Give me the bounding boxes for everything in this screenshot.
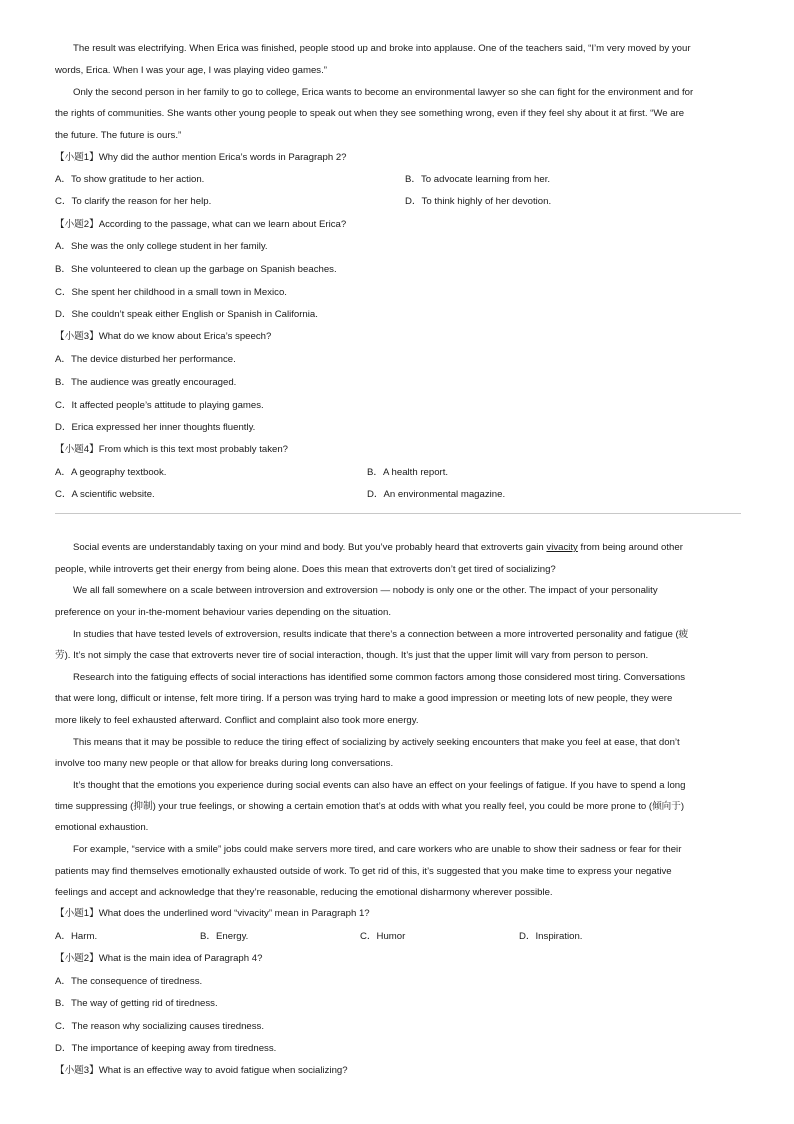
passage2-text-line: Research into the fatiguing effects of social interactions has identified some common factors among those considered most tiring. Conversations xyxy=(73,672,686,683)
option-b[interactable]: B．A health report. xyxy=(367,467,449,478)
passage1-text-line: the future. The future is ours.” xyxy=(55,130,182,141)
passage2-text-line: emotional exhaustion. xyxy=(55,822,149,833)
question-stem: 【小题2】According to the passage, what can we learn about Erica? xyxy=(55,219,347,230)
option-c[interactable]: C．To clarify the reason for her help. xyxy=(55,196,212,207)
passage2-text-line: more likely to feel exhausted afterward. Conflict and complaint also took more energy. xyxy=(55,715,419,726)
option-b[interactable]: B．The audience was greatly encouraged. xyxy=(55,377,237,388)
passage2-text-line: people, while introverts get their energy from being alone. Does this mean that extroverts don’t get tired of socializing? xyxy=(55,564,556,575)
option-a[interactable]: A．Harm. xyxy=(55,931,98,942)
passage2-text-line xyxy=(73,542,763,554)
text-segment: Social events are understandably taxing on your mind and body. But you’ve probably heard that extroverts gain xyxy=(73,542,547,553)
option-d[interactable]: D．Erica expressed her inner thoughts fluently. xyxy=(55,422,256,433)
option-d[interactable]: D．The importance of keeping away from tiredness. xyxy=(55,1043,277,1054)
passage2-text-line: preference on your in-the-moment behaviour varies depending on the situation. xyxy=(55,607,391,618)
section-divider xyxy=(55,513,741,514)
passage2-text-line: involve too many new people or that allow for breaks during long conversations. xyxy=(55,758,394,769)
passage2-text-line: It’s thought that the emotions you experience during social events can also have an effect on your feelings of fatigue. If you have to spend a long xyxy=(73,780,686,791)
passage2-text-line: feelings and accept and acknowledge that they’re reasonable, reducing the emotional disharmony wherever possible. xyxy=(55,887,553,898)
option-c[interactable]: C．She spent her childhood in a small town in Mexico. xyxy=(55,287,287,298)
option-d[interactable]: D．Inspiration. xyxy=(519,931,583,942)
option-d[interactable]: D．She couldn’t speak either English or Spanish in California. xyxy=(55,309,318,320)
underlined-word: vivacity xyxy=(546,542,578,553)
passage2-text-line: time suppressing (抑制) your true feelings, or showing a certain emotion that’s at odds with what you really feel, you could be more prone to (倾向于) xyxy=(55,801,685,812)
question-stem: 【小题1】What does the underlined word “vivacity” mean in Paragraph 1? xyxy=(55,908,370,919)
option-a[interactable]: A．To show gratitude to her action. xyxy=(55,174,205,185)
option-d[interactable]: D．To think highly of her devotion. xyxy=(405,196,552,207)
passage2-text-line: This means that it may be possible to reduce the tiring effect of socializing by actively seeking encounters that make you feel at ease, that don’t xyxy=(73,737,680,748)
option-a[interactable]: A．She was the only college student in her family. xyxy=(55,241,268,252)
passage2-text-line: We all fall somewhere on a scale between introversion and extroversion — nobody is only one or the other. The impact of your personality xyxy=(73,585,658,596)
passage2-text-line: In studies that have tested levels of extroversion, results indicate that there’s a connection between a more introverted personality and fatigue (疲 xyxy=(73,629,689,640)
option-a[interactable]: A．The consequence of tiredness. xyxy=(55,976,203,987)
text-segment: from being around other xyxy=(577,542,683,553)
question-stem: 【小题4】From which is this text most probably taken? xyxy=(55,444,288,455)
option-d[interactable]: D．An environmental magazine. xyxy=(367,489,506,500)
option-c[interactable]: C．Humor xyxy=(360,931,406,942)
option-c[interactable]: C．It affected people’s attitude to playing games. xyxy=(55,400,264,411)
passage2-text-line: 劳). It’s not simply the case that extroverts never tire of social interaction, though. It’s just that the upper limit will vary from person to person. xyxy=(55,650,649,661)
passage1-text-line: The result was electrifying. When Erica was finished, people stood up and broke into applause. One of the teachers said, “I’m very moved by your xyxy=(73,43,691,54)
option-b[interactable]: B．She volunteered to clean up the garbage on Spanish beaches. xyxy=(55,264,337,275)
passage1-text-line: the rights of communities. She wants other young people to speak out when they see something wrong, even if they feel shy about it at first. “We are xyxy=(55,108,685,119)
option-b[interactable]: B．To advocate learning from her. xyxy=(405,174,551,185)
question-stem: 【小题3】What do we know about Erica’s speech? xyxy=(55,331,272,342)
passage2-text-line: that were long, difficult or intense, felt more tiring. If a person was trying hard to make a good impression or meeting lots of new people, they were xyxy=(55,693,673,704)
option-c[interactable]: C．The reason why socializing causes tiredness. xyxy=(55,1021,265,1032)
passage1-text-line: words, Erica. When I was your age, I was playing video games.” xyxy=(55,65,327,76)
passage1-text-line: Only the second person in her family to go to college, Erica wants to become an environmental lawyer so she can fight for the environment and for xyxy=(73,87,694,98)
option-b[interactable]: B．Energy. xyxy=(200,931,249,942)
option-c[interactable]: C．A scientific website. xyxy=(55,489,155,500)
option-b[interactable]: B．The way of getting rid of tiredness. xyxy=(55,998,218,1009)
passage2-text-line: For example, “service with a smile” jobs could make servers more tired, and care workers who are unable to show their sadness or fear for their xyxy=(73,844,682,855)
option-a[interactable]: A．The device disturbed her performance. xyxy=(55,354,236,365)
question-stem: 【小题3】What is an effective way to avoid fatigue when socializing? xyxy=(55,1065,348,1076)
question-stem: 【小题1】Why did the author mention Erica’s words in Paragraph 2? xyxy=(55,152,347,163)
option-a[interactable]: A．A geography textbook. xyxy=(55,467,167,478)
passage2-text-line: patients may find themselves emotionally exhausted outside of work. To get rid of this, it’s suggested that you make time to express your negative xyxy=(55,866,672,877)
question-stem: 【小题2】What is the main idea of Paragraph 4? xyxy=(55,953,263,964)
